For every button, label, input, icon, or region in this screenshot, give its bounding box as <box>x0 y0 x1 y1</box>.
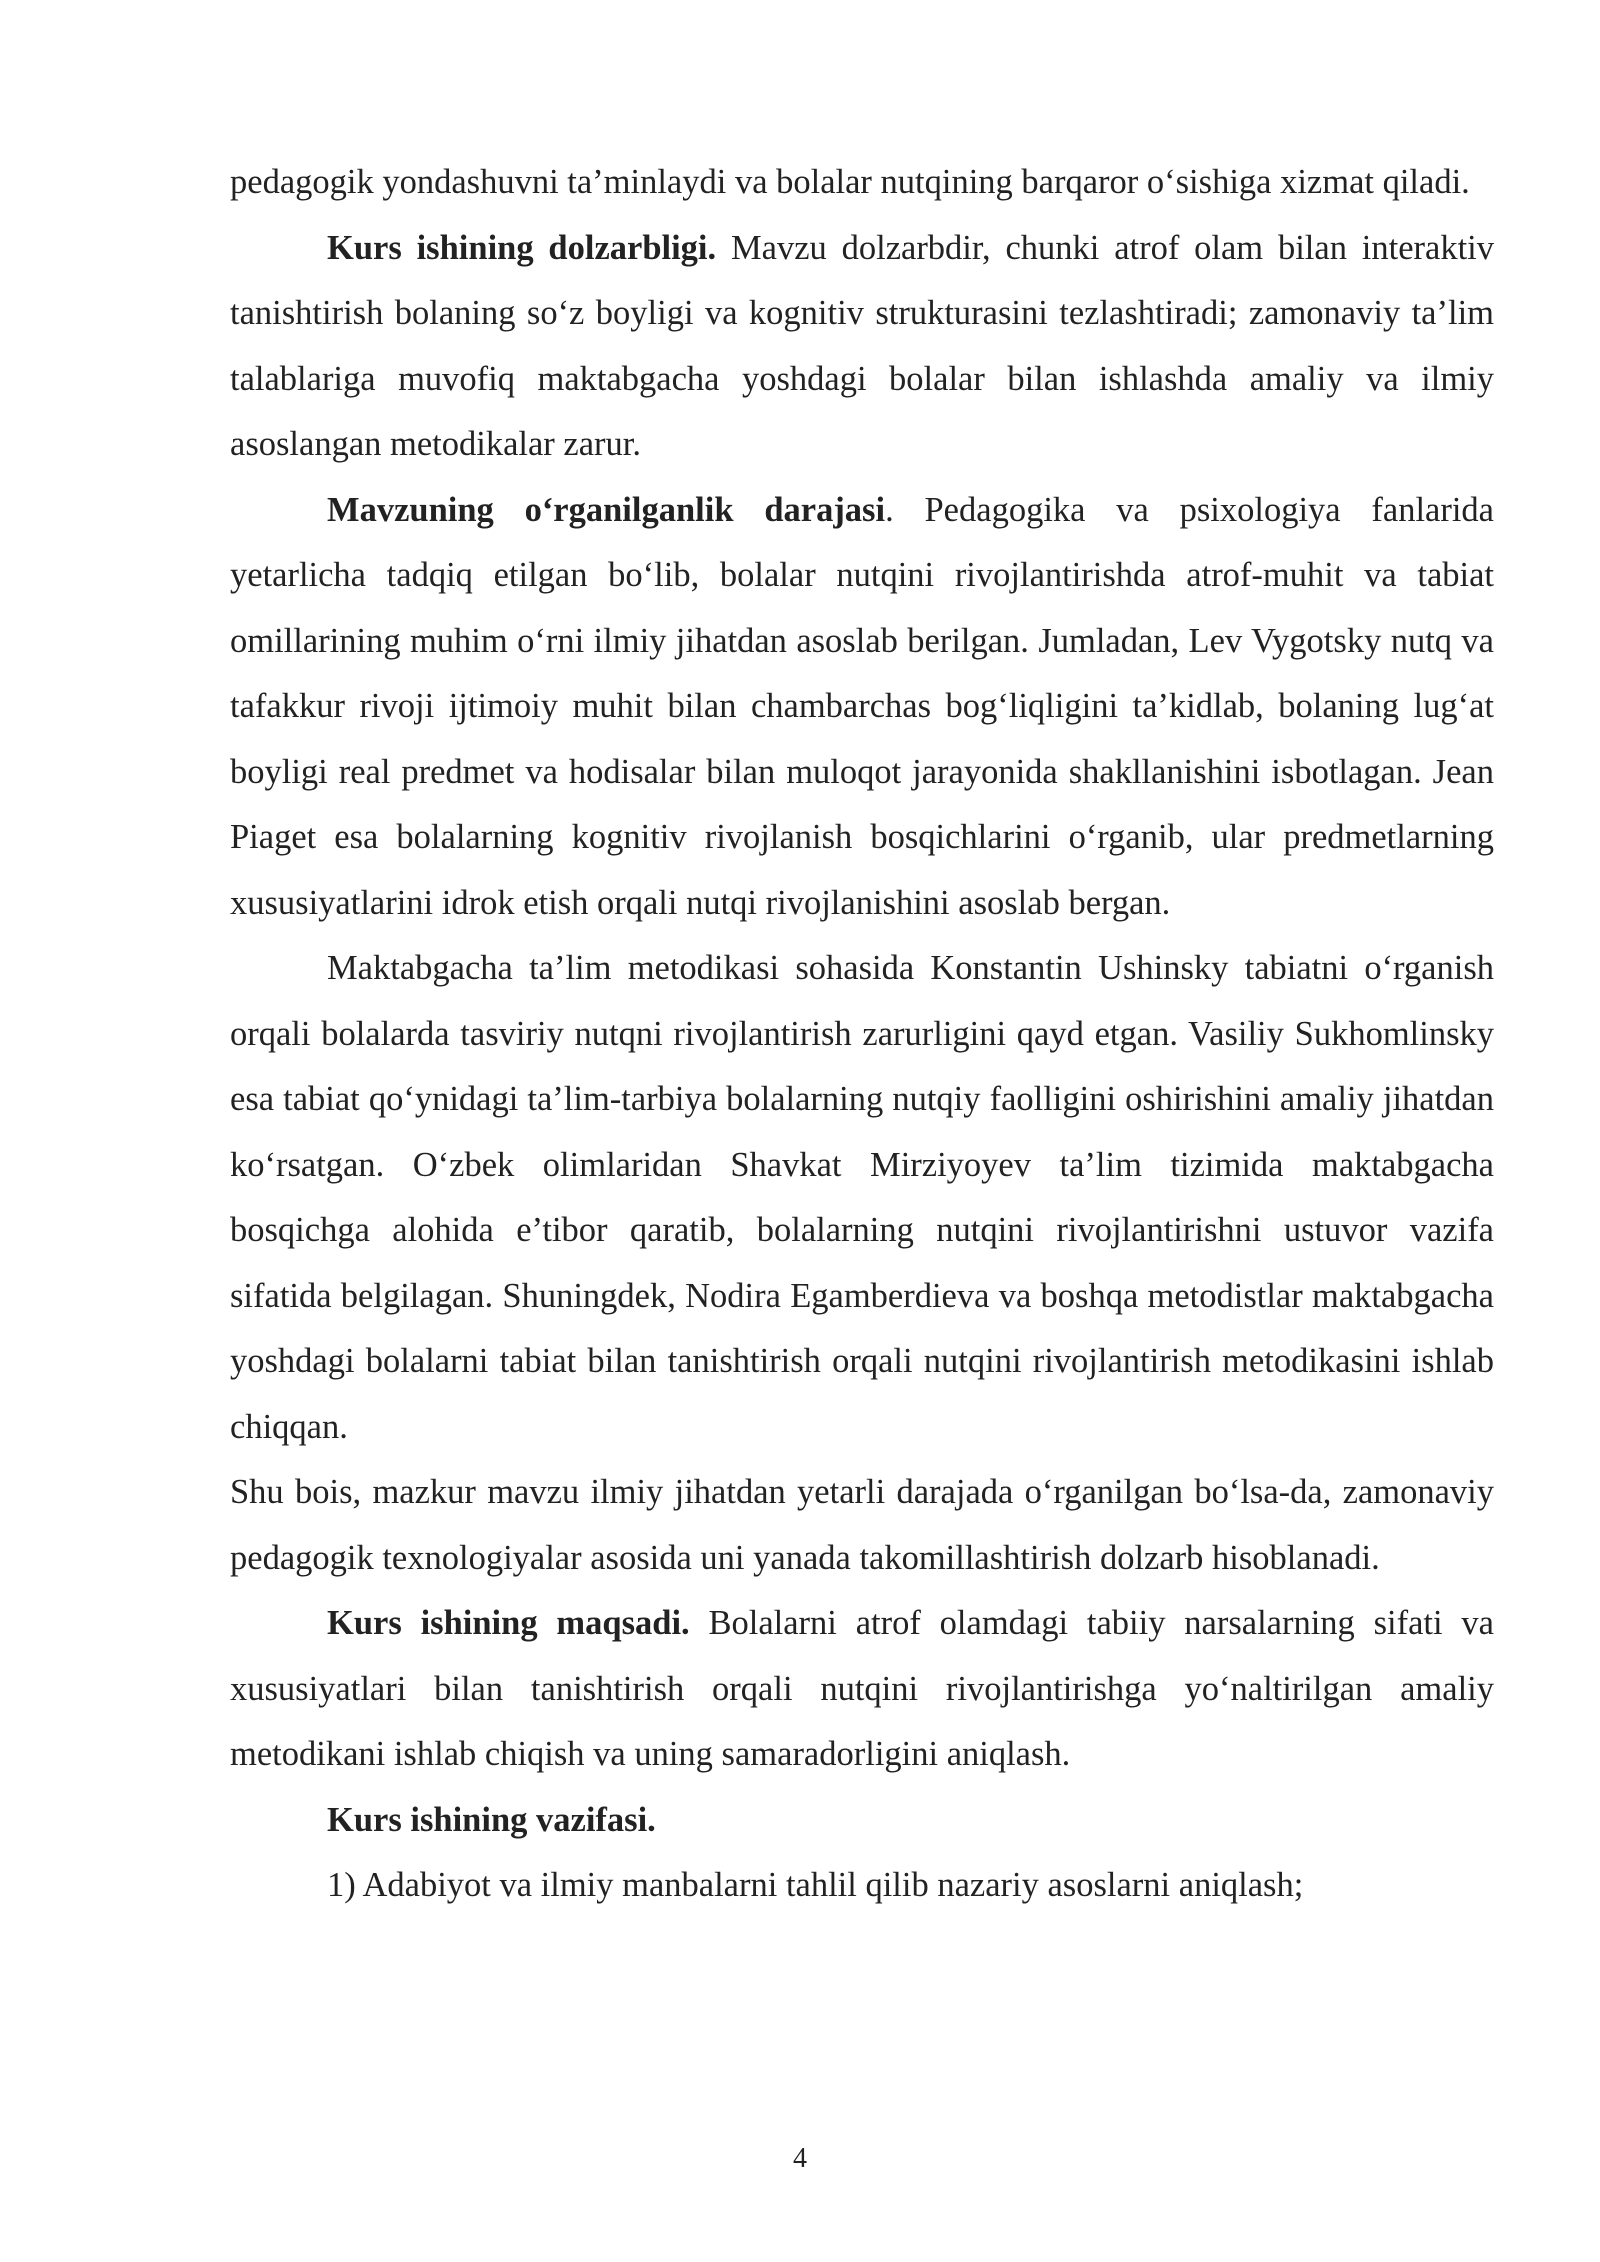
paragraph-study-level <box>230 478 1494 937</box>
document-page <box>230 150 1494 1919</box>
study-level-heading: Mavzuning o‘rganilganlik darajasi <box>327 490 886 529</box>
tasks-heading: Kurs ishining vazifasi. <box>327 1800 656 1839</box>
relevance-text: Mavzu dolzarbdir, chunki atrof olam bilan interaktiv tanishtirish bolaning so‘z boyligi va kognitiv strukturasini tezlashtiradi; zamonaviy ta’lim talablariga muvofiq maktabgacha yoshdagi bolalar bilan ishlashda amaliy va ilmiy asoslangan metodikalar zarur. <box>230 228 1494 463</box>
paragraph-tasks-heading <box>230 1788 1494 1854</box>
study-level-text: . Pedagogika va psixologiya fanlarida yetarlicha tadqiq etilgan bo‘lib, bolalar nutqini rivojlantirishda atrof-muhit va tabiat omillarining muhim o‘rni ilmiy jihatdan asoslab berilgan. Jumladan, Lev Vygotsky nutq va tafakkur rivoji ijtimoiy muhit bilan chambarchas bog‘liqligini ta’kidlab, bolaning lug‘at boyligi real predmet va hodisalar bilan muloqot jarayonida shakllanishini isbotlagan. Jean Piaget esa bolalarning kognitiv rivojlanish bosqichlarini o‘rganib, ular predmetlarning xususiyatlarini idrok etish orqali nutqi rivojlanishini asoslab bergan. <box>230 490 1494 922</box>
paragraph-continuation: pedagogik yondashuvni ta’minlaydi va bolalar nutqining barqaror o‘sishiga xizmat qiladi. <box>230 163 1470 201</box>
paragraph-relevance <box>230 216 1494 478</box>
paragraph-task-1: 1) Adabiyot va ilmiy manbalarni tahlil qilib nazariy asoslarni aniqlash; <box>327 1866 1304 1904</box>
paragraph-methodology: Maktabgacha ta’lim metodikasi sohasida Konstantin Ushinsky tabiatni o‘rganish orqali bolalarda tasviriy nutqni rivojlantirish zarurligini qayd etgan. Vasiliy Sukhomlinsky esa tabiat qo‘ynidagi ta’lim-tarbiya bolalarning nutqiy faolligini oshirishini amaliy jihatdan ko‘rsatgan. O‘zbek olimlaridan Shavkat Mirziyoyev ta’lim tizimida maktabgacha bosqichga alohida e’tibor qaratib, bolalarning nutqini rivojlantirishni ustuvor vazifa sifatida belgilagan. Shuningdek, Nodira Egamberdieva va boshqa metodistlar maktabgacha yoshdagi bolalarni tabiat bilan tanishtirish orqali nutqini rivojlantirish metodikasini ishlab chiqqan. <box>230 949 1494 1446</box>
relevance-heading: Kurs ishining dolzarbligi. <box>327 228 717 267</box>
page-number: 4 <box>793 2143 807 2174</box>
paragraph-goal <box>230 1591 1494 1788</box>
paragraph-conclusion: Shu bois, mazkur mavzu ilmiy jihatdan yetarli darajada o‘rganilgan bo‘lsa-da, zamonaviy pedagogik texnologiyalar asosida uni yanada takomillashtirish dolzarb hisoblanadi. <box>230 1473 1494 1577</box>
goal-heading: Kurs ishining maqsadi. <box>327 1604 690 1642</box>
goal-text: Bolalarni atrof olamdagi tabiiy narsalarning sifati va xususiyatlari bilan tanishtirish orqali nutqini rivojlantirishga yo‘naltirilgan amaliy metodikani ishlab chiqish va uning samaradorligini aniqlash. <box>230 1604 1494 1773</box>
